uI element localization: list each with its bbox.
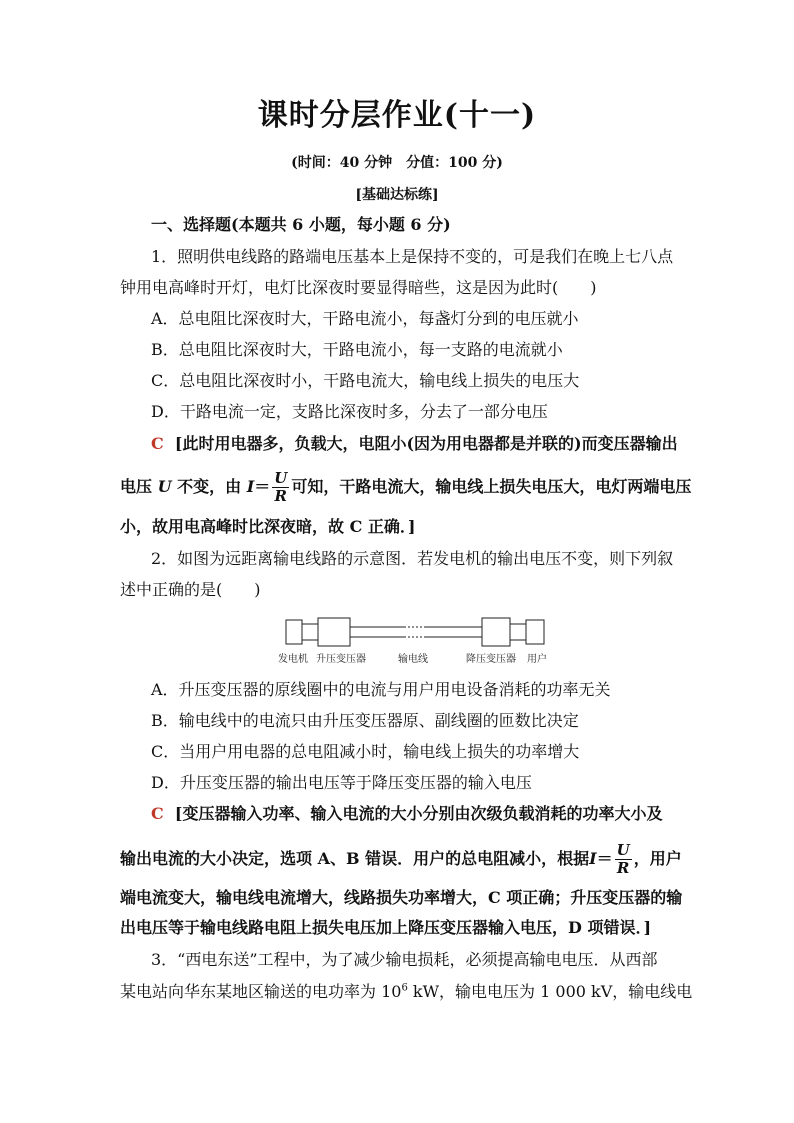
q1-answer: C [151, 434, 164, 453]
label-step-up: 升压变压器 [316, 654, 366, 665]
q1-option-c: C．总电阻比深夜时小，干路电流大，输电线上损失的电压大 [151, 371, 580, 390]
q3-stem-line2: 某电站向华东某地区输送的电功率为 $10^6$ kW，输电电压为 1 000 kV，输电线电 [120, 982, 693, 1001]
generator-box [286, 620, 302, 644]
q1-fraction: $\frac{U}{R}$ [274, 469, 288, 505]
q1-option-a: A．总电阻比深夜时大，干路电流小，每盏灯分到的电压就小 [151, 309, 579, 328]
section-subheading: [基础达标练] [355, 187, 439, 203]
q2-explanation-line4: 出电压等于输电线路电阻上损失电压加上降压变压器输入电压，D 项错误．] [120, 918, 652, 937]
q2-explanation-line2: 输出电流的大小决定，选项 A、B 错误．用户的总电阻减小，根据I＝ $\frac{U}{R}$ ，用户 [120, 841, 682, 877]
label-generator: 发电机 [278, 654, 308, 665]
transmission-diagram-svg [276, 614, 550, 670]
q2-stem-line1: 2．如图为远距离输电线路的示意图．若发电机的输出电压不变，则下列叙 [151, 549, 674, 568]
section-heading: 一、选择题(本题共 6 小题，每小题 6 分) [151, 215, 451, 234]
stepup-primary [302, 624, 318, 640]
q2-option-a: A．升压变压器的原线圈中的电流与用户用电设备消耗的功率无关 [151, 680, 611, 699]
q1-stem-line1: 1．照明供电线路的路端电压基本上是保持不变的，可是我们在晚上七八点 [151, 247, 674, 266]
time-score-info: (时间：40 分钟 分值：100 分) [291, 155, 503, 171]
label-line: 输电线 [398, 654, 428, 665]
q1-explanation-line1 [151, 431, 680, 457]
stepdown-primary [482, 618, 510, 646]
q1-explanation-line3: 小，故用电高峰时比深夜暗，故 C 正确．] [120, 517, 416, 536]
page-title: 课时分层作业(十一) [257, 98, 537, 133]
q3-stem-line1: 3．“西电东送”工程中，为了减少输电损耗，必须提高输电电压．从西部 [151, 950, 658, 969]
q2-explanation-line1: C [变压器输入功率、输入电流的大小分别由次级负载消耗的功率大小及 [151, 804, 663, 823]
q2-stem-line2: 述中正确的是( ) [120, 580, 261, 599]
q2-explanation-line3: 端电流变大，输电线电流增大，线路损失功率增大，C 项正确；升压变压器的输 [120, 888, 683, 907]
stepdown-secondary [510, 624, 526, 640]
q1-stem-line2: 钟用电高峰时开灯，电灯比深夜时要显得暗些，这是因为此时( ) [120, 278, 597, 297]
user-box [526, 620, 544, 644]
q2-answer: C [151, 804, 164, 823]
q1-option-d: D．干路电流一定，支路比深夜时多，分去了一部分电压 [151, 402, 548, 421]
q2-option-c: C．当用户用电器的总电阻减小时，输电线上损失的功率增大 [151, 742, 580, 761]
label-user: 用户 [527, 654, 547, 665]
transmission-diagram [276, 614, 550, 670]
q1-explain-text1: [此时用电器多，负载大，电阻小(因为用电器都是并联的)而变压器输出 [174, 434, 678, 453]
stepup-secondary [318, 618, 350, 646]
q1-explanation-line2: 电压 U 不变，由 I＝ $\frac{U}{R}$ 可知，干路电流大，输电线上损失电压大，电灯两端电压 [120, 469, 692, 505]
q2-option-d: D．升压变压器的输出电压等于降压变压器的输入电压 [151, 773, 532, 792]
label-step-down: 降压变压器 [466, 654, 516, 665]
q2-fraction: $\frac{U}{R}$ [616, 841, 630, 877]
q1-option-b: B．总电阻比深夜时大，干路电流小，每一支路的电流就小 [151, 340, 563, 359]
q2-option-b: B．输电线中的电流只由升压变压器原、副线圈的匝数比决定 [151, 711, 579, 730]
